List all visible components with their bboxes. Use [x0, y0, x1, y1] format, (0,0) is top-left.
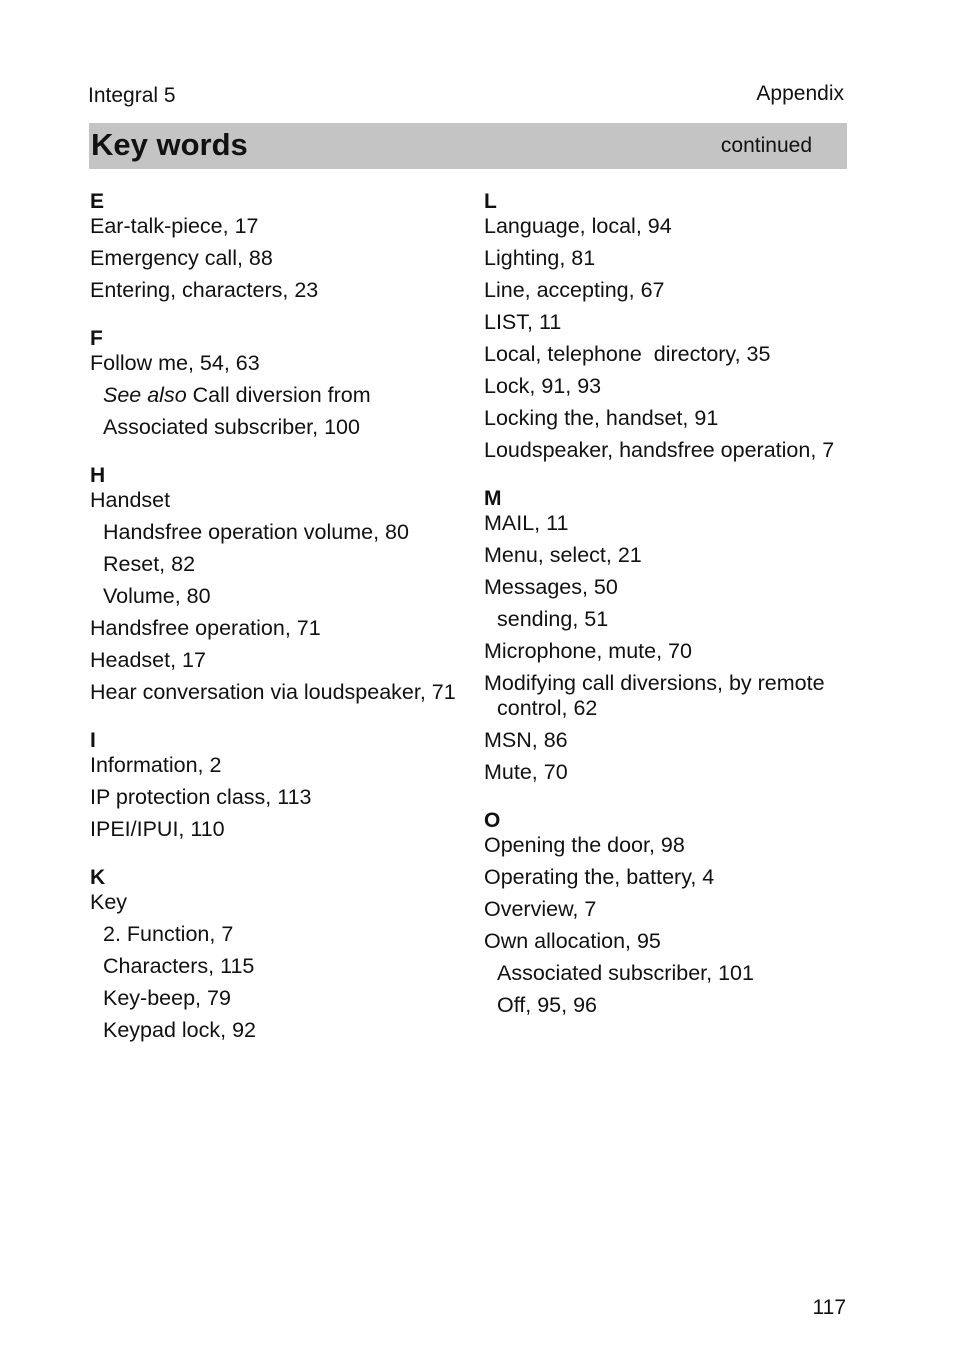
index-subentry: Volume, 80 — [103, 584, 211, 608]
running-header-left: Integral 5 — [88, 84, 176, 107]
index-entry: Headset, 17 — [90, 648, 206, 672]
continued-label: continued — [720, 134, 812, 157]
title-bar — [89, 123, 847, 169]
index-entry: Information, 2 — [90, 753, 222, 777]
index-entry: Loudspeaker, handsfree operation, 7 — [484, 438, 835, 462]
index-entry: Ear-talk-piece, 17 — [90, 214, 259, 238]
index-entry: Own allocation, 95 — [484, 929, 661, 953]
section-letter: I — [90, 729, 96, 752]
index-entry: Opening the door, 98 — [484, 833, 685, 857]
index-subentry: Associated subscriber, 100 — [103, 415, 360, 439]
index-entry: MSN, 86 — [484, 728, 568, 752]
index-entry: Line, accepting, 67 — [484, 278, 665, 302]
index-entry: Modifying call diversions, by remote control, 62 — [484, 671, 825, 720]
index-section-f — [90, 327, 460, 440]
page-title: Key words — [91, 127, 248, 162]
index-entry: Language, local, 94 — [484, 214, 672, 238]
index-section-l — [484, 190, 854, 463]
index-entry: Follow me, 54, 63 — [90, 351, 260, 375]
index-entry: Lock, 91, 93 — [484, 374, 602, 398]
section-letter: E — [90, 190, 105, 213]
section-letter: O — [484, 809, 501, 832]
index-entry: Locking the, handset, 91 — [484, 406, 719, 430]
index-subentry: Characters, 115 — [103, 954, 255, 978]
section-letter: H — [90, 464, 106, 487]
index-subentry: Reset, 82 — [103, 552, 196, 576]
index-entry: IPEI/IPUI, 110 — [90, 817, 225, 841]
index-entry: LIST, 11 — [484, 310, 562, 334]
index-entry: Menu, select, 21 — [484, 543, 642, 567]
index-subentry: sending, 51 — [497, 607, 609, 631]
index-section-e — [90, 190, 460, 303]
running-header-right: Appendix — [756, 82, 844, 105]
index-section-m — [484, 487, 854, 785]
index-entry: Handsfree operation, 71 — [90, 616, 321, 640]
index-entry: Overview, 7 — [484, 897, 597, 921]
index-entry: MAIL, 11 — [484, 511, 569, 535]
section-letter: L — [484, 190, 497, 213]
section-letter: K — [90, 866, 106, 889]
see-also-target: Call diversion from — [186, 383, 371, 407]
index-subentry: Associated subscriber, 101 — [497, 961, 754, 985]
index-column-right — [484, 190, 854, 1042]
index-entry: Entering, characters, 23 — [90, 278, 319, 302]
index-subentry: 2. Function, 7 — [103, 922, 234, 946]
index-entry: IP protection class, 113 — [90, 785, 312, 809]
index-section-i — [90, 729, 460, 842]
section-letter: M — [484, 487, 502, 510]
index-entry: Operating the, battery, 4 — [484, 865, 715, 889]
index-entry: Emergency call, 88 — [90, 246, 273, 270]
index-entry: Microphone, mute, 70 — [484, 639, 692, 663]
index-subentry-see-also — [90, 383, 460, 408]
index-subentry: Keypad lock, 92 — [103, 1018, 256, 1042]
index-entry: Lighting, 81 — [484, 246, 596, 270]
page-number: 117 — [812, 1296, 846, 1319]
index-entry: Hear conversation via loudspeaker, 71 — [90, 680, 456, 704]
index-entry: Local, telephone directory, 35 — [484, 342, 771, 366]
index-subentry: Off, 95, 96 — [497, 993, 598, 1017]
index-subentry: Key-beep, 79 — [103, 986, 231, 1010]
section-letter: F — [90, 327, 103, 350]
index-entry: Messages, 50 — [484, 575, 618, 599]
index-section-k — [90, 866, 460, 1043]
index-section-o — [484, 809, 854, 1018]
index-column-left — [90, 190, 460, 1067]
see-also-label: See also — [103, 383, 187, 407]
index-entry: Mute, 70 — [484, 760, 568, 784]
index-section-h — [90, 464, 460, 705]
index-entry: Key — [90, 890, 128, 914]
index-entry: Handset — [90, 488, 171, 512]
index-subentry: Handsfree operation volume, 80 — [103, 520, 409, 544]
